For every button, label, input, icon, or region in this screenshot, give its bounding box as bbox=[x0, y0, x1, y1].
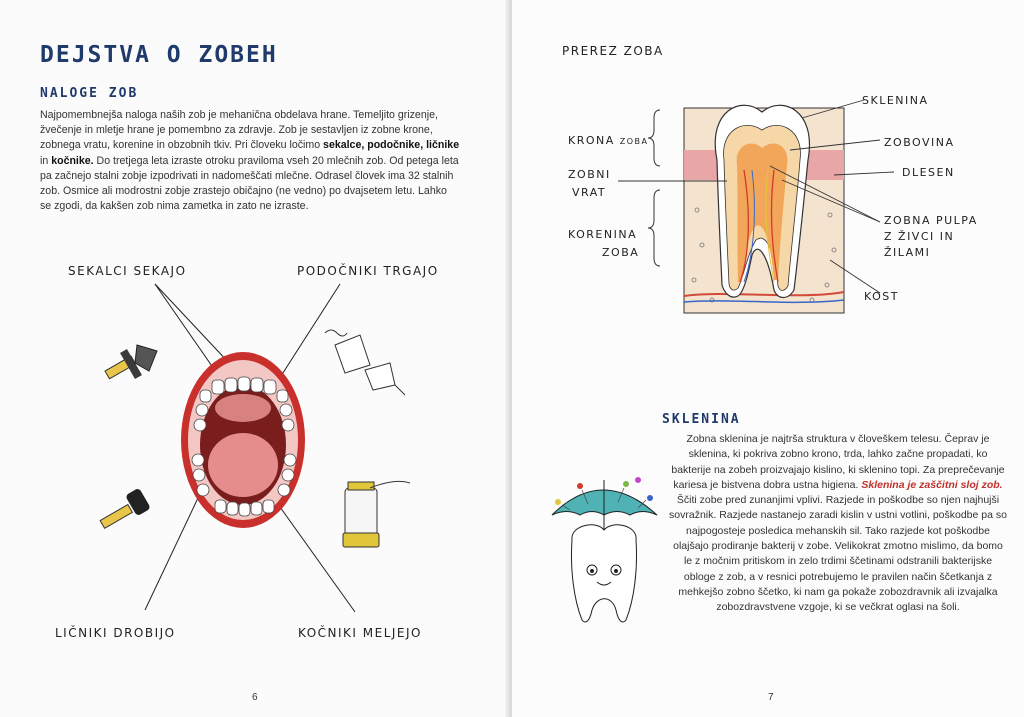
label-pulp-2: Z ŽIVCI IN bbox=[884, 230, 955, 243]
diagram-title: PREREZ ZOBA bbox=[562, 44, 664, 58]
enamel-paragraph: Zobna sklenina je najtrša struktura v človeškem telesu. Čeprav je sklenina, ki pokriva zobno krono, trda, lahko začne propadati, ko bakterije na zobeh proizvajajo kislino, ki sklenino topi. Za preprečevanje kariesa je bistvena dobra ustna higiena. Sklenina je zaščitni sloj zob. Ščiti zobe pred zunanjimi vplivi. Razjede in poškodbe so njen najhujši sovražnik. Razjede nastanejo zaradi kislin v ustni votlini, poškodbe pa so najpogosteje posledica mehanskih sil. Tako razjede kot poškodbe olajšajo prodiranje bakterij v zobe. Velikokrat zmotno mislimo, da bomo le z močnim pritiskom in zelo trdimi ščetinami odstranili bakterijske obloge z zob, a v resnici potrebujemo le pravilen način ščetkanja z mehkejšo zobno ščetko, ki nam ga pokaže zobozdravnik ali izvajalka zobozdravstvene vzgoje, ki se večkrat oglasi na šoli. bbox=[669, 433, 1007, 614]
label-canines: PODOČNIKI TRGAJO bbox=[297, 264, 439, 278]
enamel-emphasis: Sklenina je zaščitni sloj zob. bbox=[861, 478, 1003, 491]
label-neck-2: VRAT bbox=[572, 186, 607, 199]
page-title: DEJSTVA O ZOBEH bbox=[40, 42, 278, 68]
label-molars: KOČNIKI MELJEJO bbox=[298, 626, 423, 640]
label-pulp-3: ŽILAMI bbox=[884, 246, 931, 259]
label-premolars: LIČNIKI DROBIJO bbox=[55, 626, 176, 640]
diagram-braces bbox=[648, 110, 660, 266]
enamel-section-title: SKLENINA bbox=[662, 412, 741, 427]
axe-icon bbox=[105, 345, 157, 379]
right-page bbox=[512, 0, 1024, 717]
mouth-illustration bbox=[0, 0, 510, 717]
tooth-with-umbrella-illustration bbox=[552, 477, 657, 622]
label-enamel: SKLENINA bbox=[862, 94, 929, 107]
label-root-1: KORENINA bbox=[568, 228, 638, 241]
left-page bbox=[0, 0, 510, 717]
label-pulp-1: ZOBNA PULPA bbox=[884, 214, 978, 227]
hammer-icon bbox=[100, 488, 151, 529]
intro-paragraph: Najpomembnejša naloga naših zob je mehanična obdelava hrane. Temeljito grizenje, žvečenje in mletje hrane je pomembno za zdravje. Zob je sestavljen iz zobne krone, zobnega vratu, korenine in obzobnih tkiv. Pri človeku ločimo sekalce, podočnike, ličnike in kočnike. Do tretjega leta izraste otroku praviloma vseh 20 mlečnih zob. Od petega leta pa začnejo stalni zobje izpodrivati in nadomeščati mlečne. Odrasel človek ima 32 stalnih zob. Osmice ali modrostni zobje zrastejo običajno (ne vedno) po dvajsetem letu. Lahko se zgodi, da kakšen zob nima zametka in zato ne izraste. bbox=[40, 109, 460, 213]
label-neck-1: ZOBNI bbox=[568, 168, 611, 181]
open-mouth bbox=[181, 352, 305, 528]
blender-icon bbox=[343, 481, 410, 547]
label-bone: KOST bbox=[864, 290, 899, 303]
label-dentin: ZOBOVINA bbox=[884, 136, 955, 149]
section-subtitle: NALOGE ZOB bbox=[40, 86, 139, 101]
tearing-paper-icon bbox=[325, 330, 405, 395]
label-crown: KRONA ZOBA bbox=[568, 134, 649, 147]
page-number: 7 bbox=[768, 692, 774, 703]
page-number: 6 bbox=[252, 692, 258, 703]
label-root-2: ZOBA bbox=[602, 246, 640, 259]
label-incisors: SEKALCI SEKAJO bbox=[68, 264, 187, 278]
label-gum: DLESEN bbox=[902, 166, 955, 179]
